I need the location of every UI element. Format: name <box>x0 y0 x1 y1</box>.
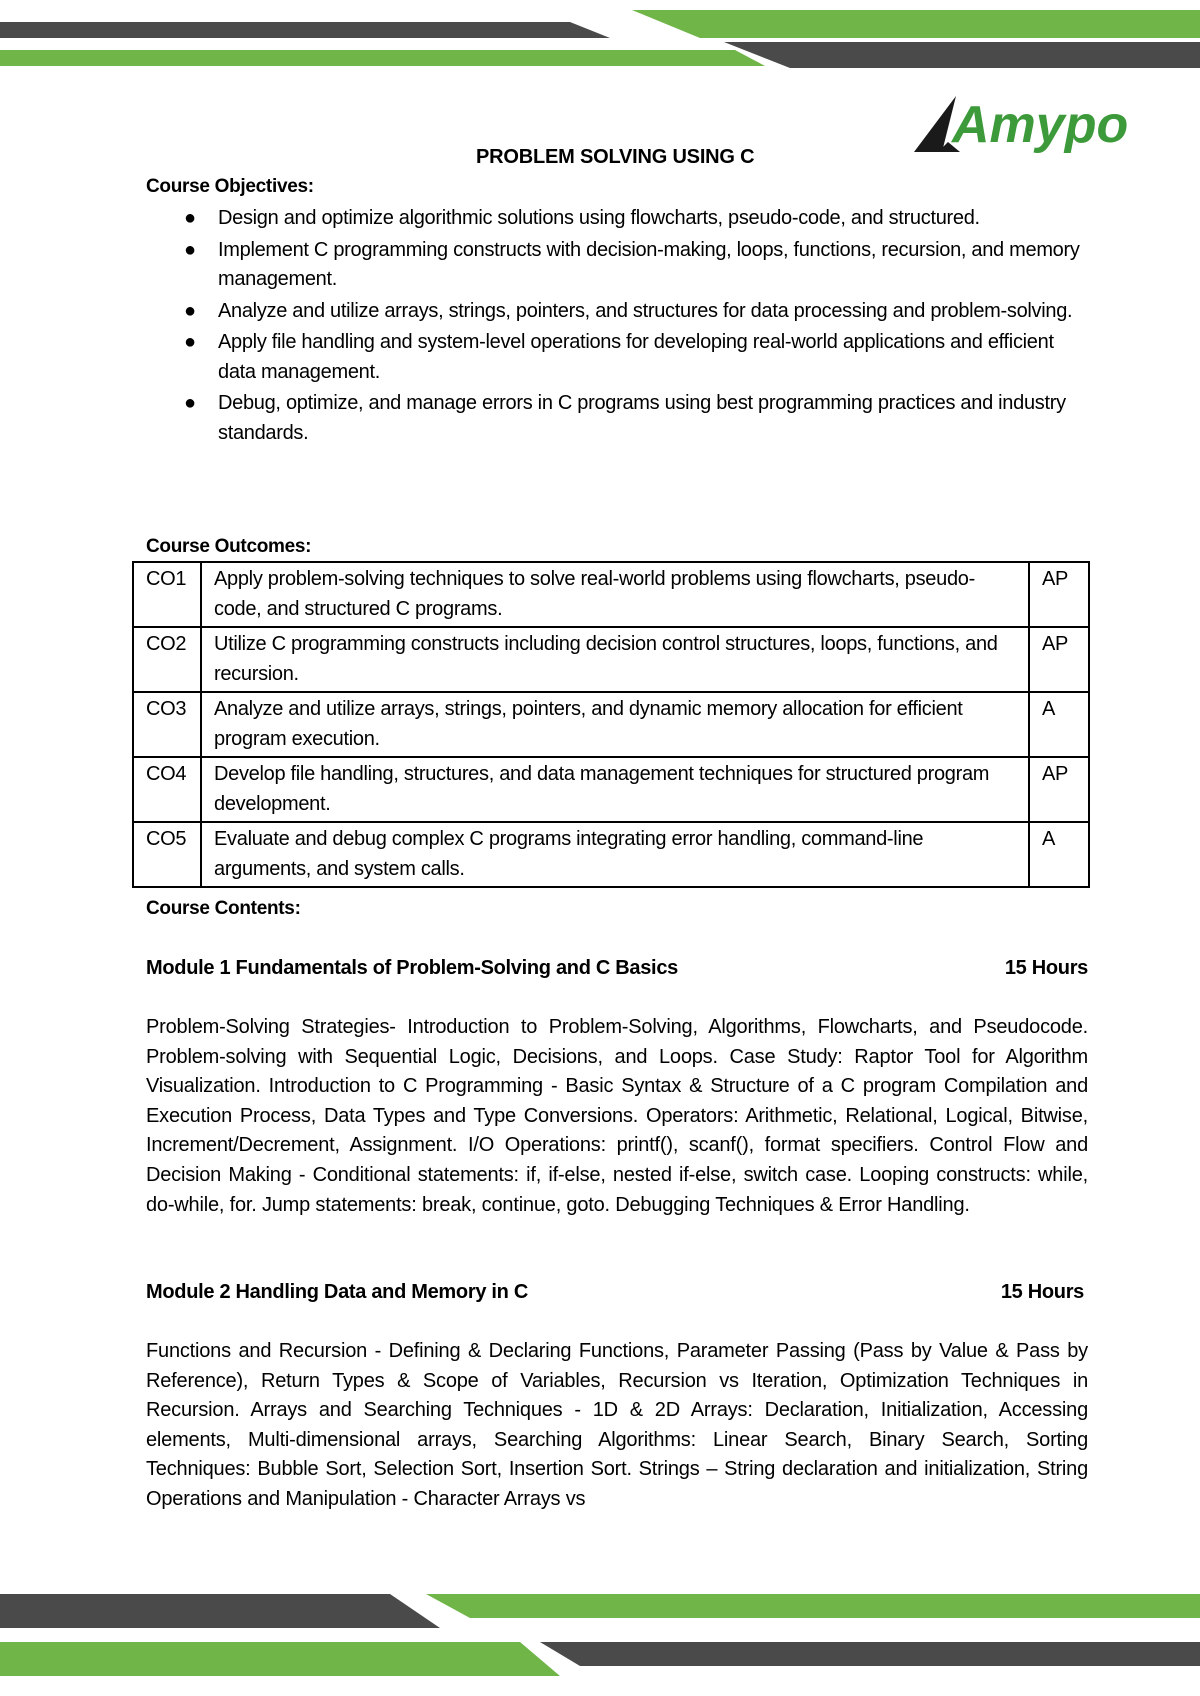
outcome-text: Apply problem-solving techniques to solve real-world problems using flowcharts, pseudo-code, and structured C programs. <box>201 562 1029 627</box>
objective-item: ● Implement C programming constructs with decision-making, loops, functions, recursion, and memory management. <box>146 236 1088 295</box>
contents-heading: Course Contents: <box>146 898 301 919</box>
document-title: PROBLEM SOLVING USING C <box>476 146 755 168</box>
module-hours: 15 Hours <box>1000 1281 1084 1303</box>
outcome-level: AP <box>1029 627 1089 692</box>
table-row <box>133 692 1089 757</box>
table-row <box>133 757 1089 822</box>
outcome-level: A <box>1029 822 1089 887</box>
bullet-icon: ● <box>184 299 196 322</box>
footer-decorative-band <box>0 1592 1200 1696</box>
objectives-heading: Course Objectives: <box>146 176 314 197</box>
bullet-icon: ● <box>184 207 196 229</box>
module-2-body: Functions and Recursion - Defining & Declaring Functions, Parameter Passing (Pass by Value & Pass by Reference), Return Types & Scope of Variables, Recursion vs Iteration, Optimization Techniques in Recursion. Arrays and Searching Techniques - 1D & 2D Arrays: Declaration, Initialization, Accessing elements, Multi-dimensional arrays, Searching Algorithms: Linear Search, Binary Search, Sorting Techniques: Bubble Sort, Selection Sort, Insertion Sort. Strings – String declaration and initialization, String Operations and Manipulation - Character Arrays vs <box>146 1340 1088 1510</box>
module-title: Module 2 Handling Data and Memory in C <box>146 1281 528 1303</box>
outcome-text: Analyze and utilize arrays, strings, pointers, and dynamic memory allocation for efficient program execution. <box>201 692 1029 757</box>
outcome-code: CO3 <box>133 692 201 757</box>
outcomes-table <box>132 561 1090 888</box>
outcome-text: Utilize C programming constructs including decision control structures, loops, functions, and recursion. <box>201 627 1029 692</box>
module-hours: 15 Hours <box>1004 957 1088 979</box>
amypo-logo <box>912 94 1152 160</box>
header-decorative-band <box>0 0 1200 80</box>
logo-wordmark: Amypo <box>952 96 1129 154</box>
outcome-level: AP <box>1029 562 1089 627</box>
outcome-code: CO1 <box>133 562 201 627</box>
objective-item: ● Design and optimize algorithmic solutions using flowcharts, pseudo-code, and structured. <box>146 204 1088 234</box>
bullet-icon: ● <box>184 392 196 414</box>
objective-item: ● Apply file handling and system-level operations for developing real-world applications and efficient data management. <box>146 328 1088 387</box>
outcome-text: Evaluate and debug complex C programs integrating error handling, command-line arguments, and system calls. <box>201 822 1029 887</box>
objective-item: ● Debug, optimize, and manage errors in C programs using best programming practices and industry standards. <box>146 389 1088 448</box>
outcome-level: A <box>1029 692 1089 757</box>
module-title: Module 1 Fundamentals of Problem-Solving and C Basics <box>146 957 678 979</box>
outcome-code: CO5 <box>133 822 201 887</box>
table-row <box>133 562 1089 627</box>
outcomes-heading: Course Outcomes: <box>146 536 312 557</box>
outcome-code: CO4 <box>133 757 201 822</box>
outcome-level: AP <box>1029 757 1089 822</box>
module-2-header <box>146 1281 1084 1304</box>
table-row <box>133 627 1089 692</box>
objective-item: ● Analyze and utilize arrays, strings, pointers, and structures for data processing and problem-solving. <box>146 297 1088 327</box>
bullet-icon: ● <box>184 238 196 261</box>
module-1-body: Problem-Solving Strategies- Introduction to Problem-Solving, Algorithms, Flowcharts, and Pseudocode. Problem-solving with Sequential Logic, Decisions, and Loops. Case Study: Raptor Tool for Algorithm Visualization. Introduction to C Programming - Basic Syntax & Structure of a C program Compilation and Execution Process, Data Types and Type Conversions. Operators: Arithmetic, Relational, Logical, Bitwise, Increment/Decrement, Assignment. I/O Operations: printf(), scanf(), format specifiers. Control Flow and Decision Making - Conditional statements: if, if-else, nested if-else, switch case. Looping constructs: while, do-while, for. Jump statements: break, continue, goto. Debugging Techniques & Error Handling. <box>146 1016 1088 1216</box>
objectives-list <box>146 204 1088 450</box>
table-row <box>133 822 1089 887</box>
outcome-text: Develop file handling, structures, and data management techniques for structured program development. <box>201 757 1029 822</box>
bullet-icon: ● <box>184 331 196 353</box>
outcome-code: CO2 <box>133 627 201 692</box>
module-1-header <box>146 957 1088 980</box>
